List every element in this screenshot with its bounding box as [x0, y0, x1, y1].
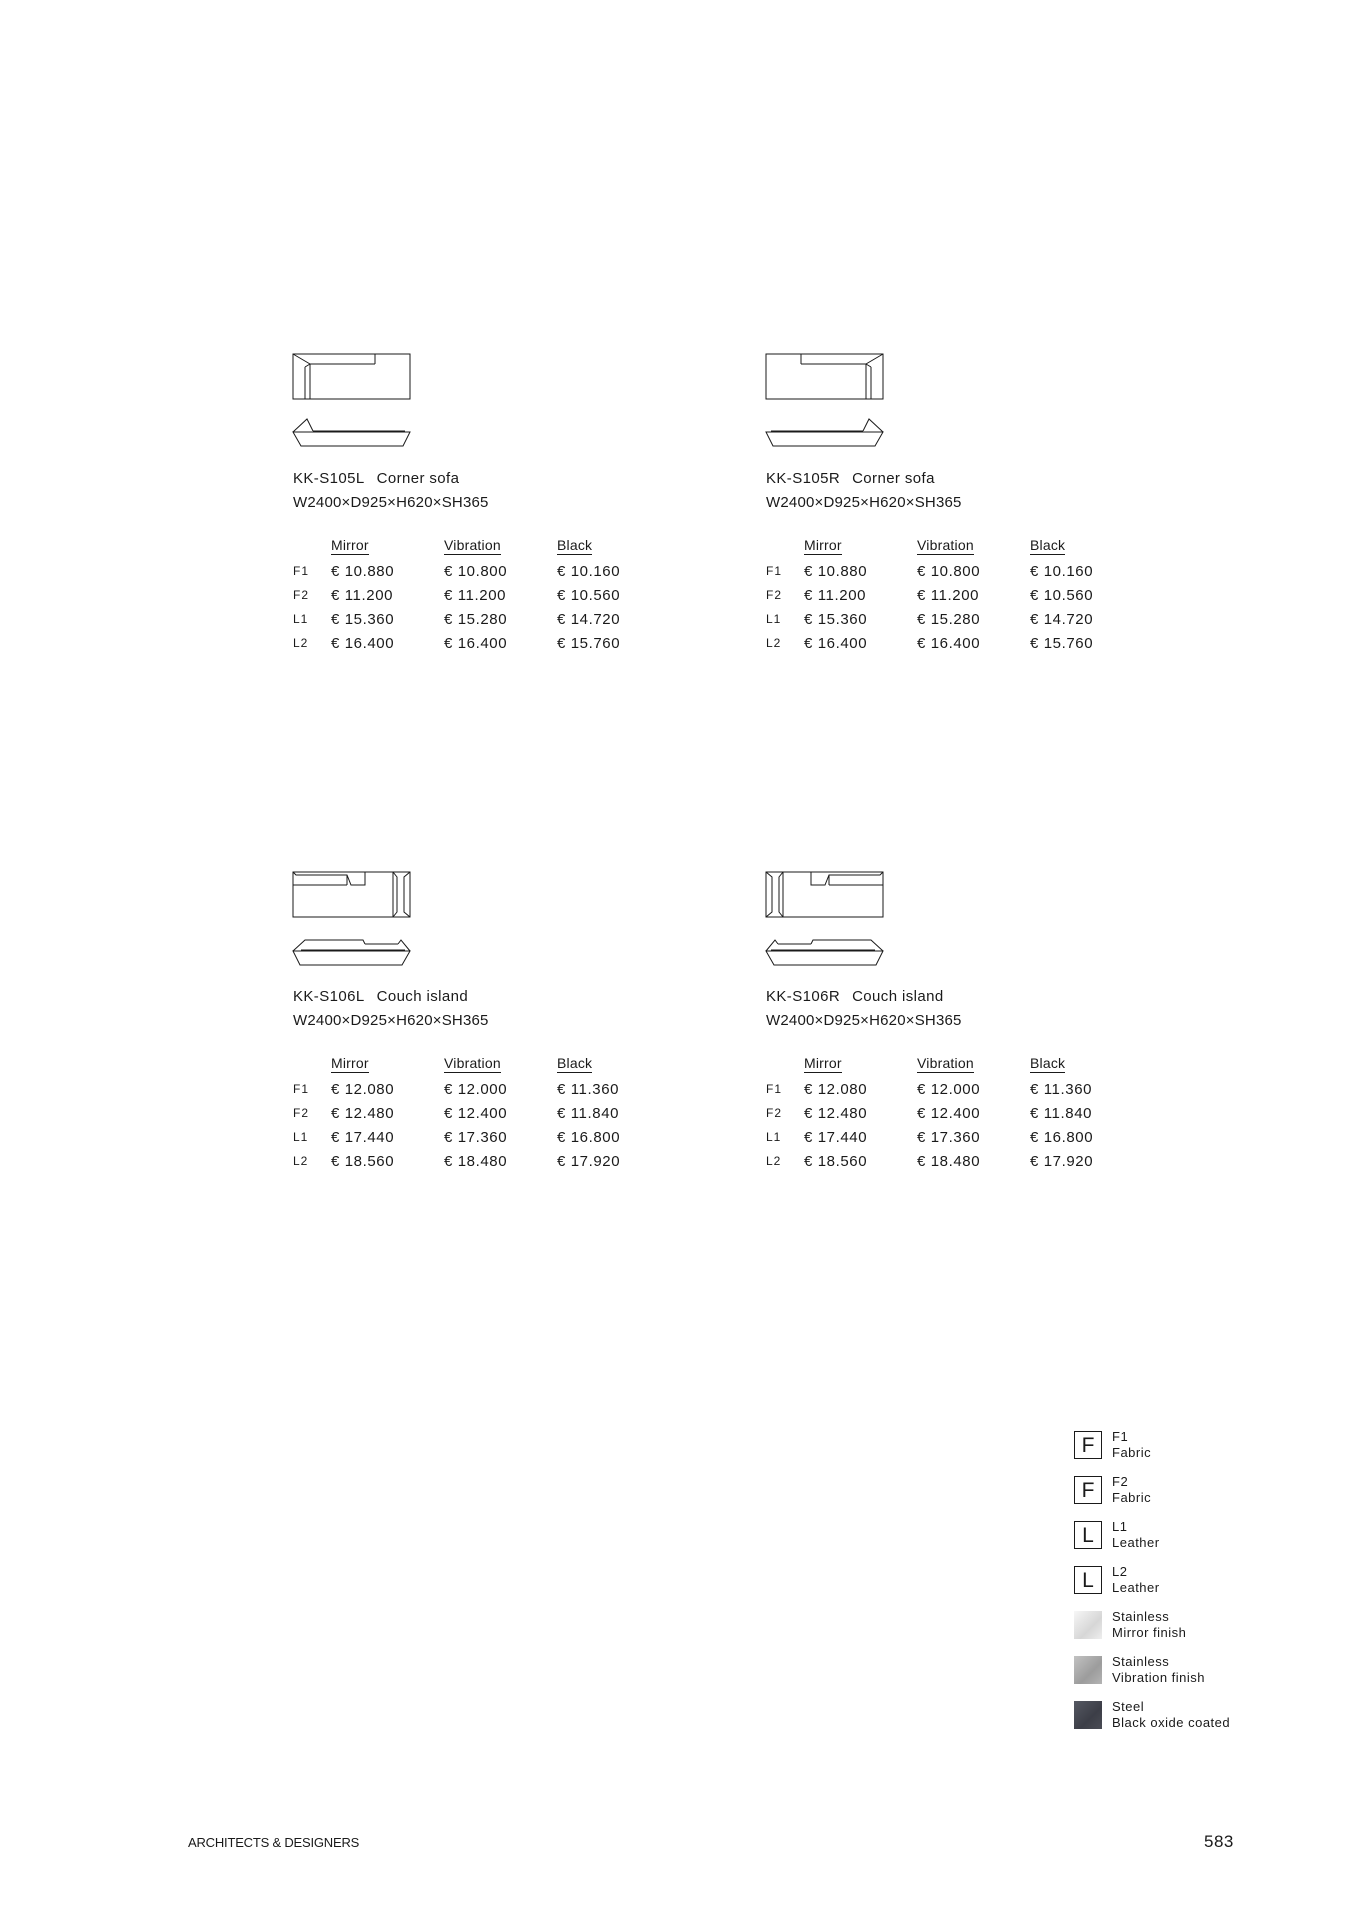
column-header-mirror: Mirror [804, 537, 842, 553]
price-row [766, 583, 1143, 607]
column-header-vibration: Vibration [444, 1055, 501, 1071]
price-cell: € 17.920 [557, 1152, 621, 1170]
price-cell: € 17.360 [444, 1128, 508, 1146]
price-cell: € 17.440 [331, 1128, 395, 1146]
column-header-vibration: Vibration [917, 1055, 974, 1071]
product-title [293, 988, 468, 1005]
legend-label: Steel [1112, 1699, 1145, 1714]
legend-label: Stainless [1112, 1609, 1170, 1624]
price-cell: € 15.280 [917, 610, 981, 628]
corner-sofa-left-drawing [293, 354, 413, 454]
price-cell: € 17.920 [1030, 1152, 1094, 1170]
row-code: F2 [293, 588, 310, 602]
price-header-row [766, 1055, 1143, 1077]
product-dimensions: W2400×D925×H620×SH365 [293, 494, 489, 511]
price-cell: € 11.200 [444, 586, 507, 604]
price-cell: € 16.800 [1030, 1128, 1094, 1146]
price-cell: € 15.760 [557, 634, 621, 652]
row-code: L1 [766, 1130, 782, 1144]
row-code: F1 [293, 564, 310, 578]
price-cell: € 16.400 [804, 634, 868, 652]
price-row [293, 631, 670, 655]
price-row [766, 559, 1143, 583]
legend-label: Stainless [1112, 1654, 1170, 1669]
legend-code: F1 [1112, 1429, 1129, 1444]
couch-island-right-drawing [766, 872, 886, 972]
legend-item-vibration-finish [1074, 1654, 1334, 1688]
price-cell: € 18.560 [331, 1152, 395, 1170]
price-cell: € 12.000 [917, 1080, 981, 1098]
legend-item-black-oxide [1074, 1699, 1334, 1733]
leather-symbol-icon: L [1074, 1521, 1102, 1549]
legend-code: L2 [1112, 1564, 1128, 1579]
row-code: L1 [293, 1130, 309, 1144]
price-cell: € 17.360 [917, 1128, 981, 1146]
legend-item-mirror-finish [1074, 1609, 1334, 1643]
product-name: Corner sofa [852, 470, 935, 487]
vibration-finish-swatch [1074, 1656, 1102, 1684]
legend-label: Leather [1112, 1580, 1160, 1595]
column-header-vibration: Vibration [444, 537, 501, 553]
price-table [293, 537, 670, 655]
price-cell: € 10.880 [331, 562, 395, 580]
row-code: L2 [766, 1154, 782, 1168]
price-table [766, 537, 1143, 655]
row-code: L2 [293, 636, 309, 650]
row-code: F2 [766, 1106, 783, 1120]
legend-label: Fabric [1112, 1490, 1152, 1505]
couch-island-left-drawing [293, 872, 413, 972]
legend-item-l1 [1074, 1519, 1334, 1553]
column-header-black: Black [557, 1055, 593, 1071]
legend-code: L1 [1112, 1519, 1128, 1534]
price-cell: € 15.760 [1030, 634, 1094, 652]
legend-label: Leather [1112, 1535, 1160, 1550]
legend-label: Black oxide coated [1112, 1715, 1231, 1730]
price-row [293, 1149, 670, 1173]
price-cell: € 16.400 [444, 634, 508, 652]
price-cell: € 16.800 [557, 1128, 621, 1146]
price-row [766, 631, 1143, 655]
column-header-mirror: Mirror [331, 537, 369, 553]
price-cell: € 12.400 [917, 1104, 981, 1122]
column-header-black: Black [1030, 537, 1066, 553]
page-number: 583 [1204, 1832, 1234, 1851]
price-cell: € 10.560 [557, 586, 621, 604]
legend-code: F2 [1112, 1474, 1129, 1489]
leather-symbol-icon: L [1074, 1566, 1102, 1594]
row-code: L2 [766, 636, 782, 650]
price-cell: € 14.720 [1030, 610, 1094, 628]
price-table [766, 1055, 1143, 1173]
legend-label: Fabric [1112, 1445, 1152, 1460]
column-header-black: Black [1030, 1055, 1066, 1071]
price-row [766, 1149, 1143, 1173]
mirror-finish-swatch [1074, 1611, 1102, 1639]
legend-item-l2 [1074, 1564, 1334, 1598]
product-code: KK-S105L [293, 470, 365, 487]
product-dimensions: W2400×D925×H620×SH365 [293, 1012, 489, 1029]
price-row [766, 1077, 1143, 1101]
price-cell: € 18.480 [917, 1152, 981, 1170]
price-cell: € 18.560 [804, 1152, 868, 1170]
product-code: KK-S106L [293, 988, 365, 1005]
price-cell: € 11.200 [804, 586, 867, 604]
price-row [293, 607, 670, 631]
price-cell: € 15.280 [444, 610, 508, 628]
price-cell: € 10.560 [1030, 586, 1094, 604]
price-cell: € 14.720 [557, 610, 621, 628]
product-name: Corner sofa [376, 470, 460, 487]
row-code: F1 [293, 1082, 310, 1096]
price-cell: € 12.480 [804, 1104, 868, 1122]
price-cell: € 16.400 [331, 634, 395, 652]
price-row [766, 1125, 1143, 1149]
price-cell: € 11.840 [557, 1104, 620, 1122]
price-row [293, 583, 670, 607]
price-cell: € 18.480 [444, 1152, 508, 1170]
product-code: KK-S105R [766, 470, 841, 487]
price-cell: € 10.800 [917, 562, 981, 580]
footer-section-title: ARCHITECTS & DESIGNERS [188, 1835, 360, 1850]
price-cell: € 10.880 [804, 562, 868, 580]
price-row [293, 1101, 670, 1125]
corner-sofa-right-drawing [766, 354, 886, 454]
price-table [293, 1055, 670, 1173]
legend-label: Mirror finish [1112, 1625, 1187, 1640]
row-code: F1 [766, 564, 783, 578]
column-header-black: Black [557, 537, 593, 553]
price-cell: € 16.400 [917, 634, 981, 652]
price-header-row [293, 1055, 670, 1077]
row-code: F1 [766, 1082, 783, 1096]
product-code: KK-S106R [766, 988, 841, 1005]
product-title [766, 470, 935, 487]
legend-item-f1 [1074, 1429, 1334, 1463]
product-title [766, 988, 944, 1005]
price-cell: € 10.160 [1030, 562, 1094, 580]
product-dimensions: W2400×D925×H620×SH365 [766, 1012, 962, 1029]
price-cell: € 12.080 [331, 1080, 395, 1098]
column-header-mirror: Mirror [804, 1055, 842, 1071]
price-cell: € 15.360 [804, 610, 868, 628]
price-cell: € 12.400 [444, 1104, 508, 1122]
price-cell: € 12.000 [444, 1080, 508, 1098]
legend-label: Vibration finish [1112, 1670, 1206, 1685]
price-cell: € 15.360 [331, 610, 395, 628]
price-row [766, 1101, 1143, 1125]
black-oxide-swatch [1074, 1701, 1102, 1729]
price-cell: € 11.840 [1030, 1104, 1093, 1122]
row-code: F2 [766, 588, 783, 602]
price-header-row [293, 537, 670, 559]
price-header-row [766, 537, 1143, 559]
row-code: F2 [293, 1106, 310, 1120]
price-cell: € 17.440 [804, 1128, 868, 1146]
price-cell: € 12.080 [804, 1080, 868, 1098]
price-row [293, 1077, 670, 1101]
price-row [766, 607, 1143, 631]
row-code: L1 [293, 612, 309, 626]
product-name: Couch island [852, 988, 944, 1005]
price-row [293, 559, 670, 583]
column-header-vibration: Vibration [917, 537, 974, 553]
price-cell: € 11.200 [917, 586, 980, 604]
fabric-symbol-icon: F [1074, 1431, 1102, 1459]
product-title [293, 470, 459, 487]
price-cell: € 12.480 [331, 1104, 395, 1122]
price-cell: € 10.800 [444, 562, 508, 580]
product-name: Couch island [376, 988, 469, 1005]
legend-item-f2 [1074, 1474, 1334, 1508]
price-cell: € 11.200 [331, 586, 394, 604]
price-cell: € 11.360 [1030, 1080, 1093, 1098]
price-cell: € 10.160 [557, 562, 621, 580]
price-row [293, 1125, 670, 1149]
column-header-mirror: Mirror [331, 1055, 369, 1071]
row-code: L2 [293, 1154, 309, 1168]
product-dimensions: W2400×D925×H620×SH365 [766, 494, 962, 511]
price-cell: € 11.360 [557, 1080, 620, 1098]
fabric-symbol-icon: F [1074, 1476, 1102, 1504]
row-code: L1 [766, 612, 782, 626]
